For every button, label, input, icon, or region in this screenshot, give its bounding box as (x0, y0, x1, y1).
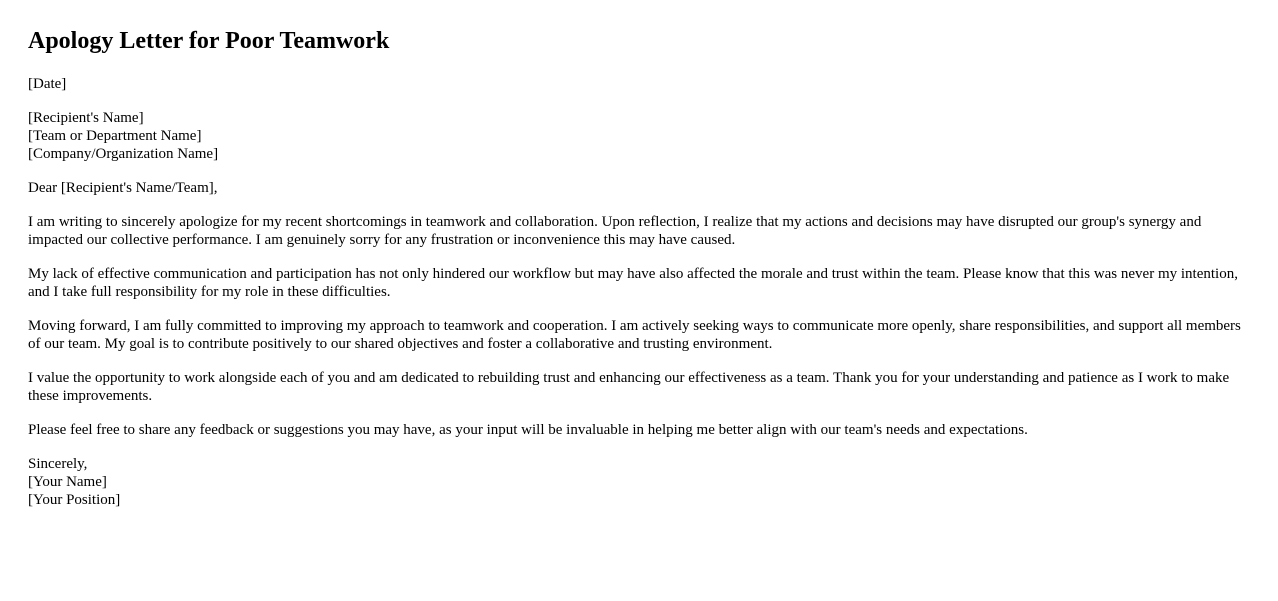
page-title: Apology Letter for Poor Teamwork (28, 28, 390, 54)
letter-date: [Date] (28, 76, 67, 92)
sender-position: [Your Position] (28, 492, 121, 508)
sender-name: [Your Name] (28, 474, 107, 490)
body-paragraph-2: My lack of effective communication and participation has not only hindered our workflow but may have also affected the morale and trust within the team. Please know that this was never my intention, and I take full responsibility for my role in these difficulties. (28, 266, 1238, 300)
recipient-name: [Recipient's Name] (28, 110, 144, 126)
recipient-company: [Company/Organization Name] (28, 146, 219, 162)
body-paragraph-4: I value the opportunity to work alongside each of you and am dedicated to rebuilding trust and enhancing our effectiveness as a team. Thank you for your understanding and patience as I work to make these improvements. (28, 370, 1230, 404)
body-paragraph-1: I am writing to sincerely apologize for my recent shortcomings in teamwork and collaboration. Upon reflection, I realize that my actions and decisions may have disrupted our group's synergy and impacted our collective performance. I am genuinely sorry for any frustration or inconvenience this may have caused. (28, 214, 1202, 248)
body-paragraph-5: Please feel free to share any feedback or suggestions you may have, as your input will be invaluable in helping me better align with our team's needs and expectations. (28, 422, 1028, 438)
body-paragraph-3: Moving forward, I am fully committed to improving my approach to teamwork and cooperation. I am actively seeking ways to communicate more openly, share responsibilities, and support all members of our team. My goal is to contribute positively to our shared objectives and foster a collaborative and trusting environment. (28, 318, 1241, 352)
closing-block (28, 455, 1250, 509)
valediction: Sincerely, (28, 456, 88, 472)
recipient-team: [Team or Department Name] (28, 128, 202, 144)
letter (28, 0, 1250, 509)
salutation: Dear [Recipient's Name/Team], (28, 180, 218, 196)
recipient-block (28, 109, 1250, 163)
